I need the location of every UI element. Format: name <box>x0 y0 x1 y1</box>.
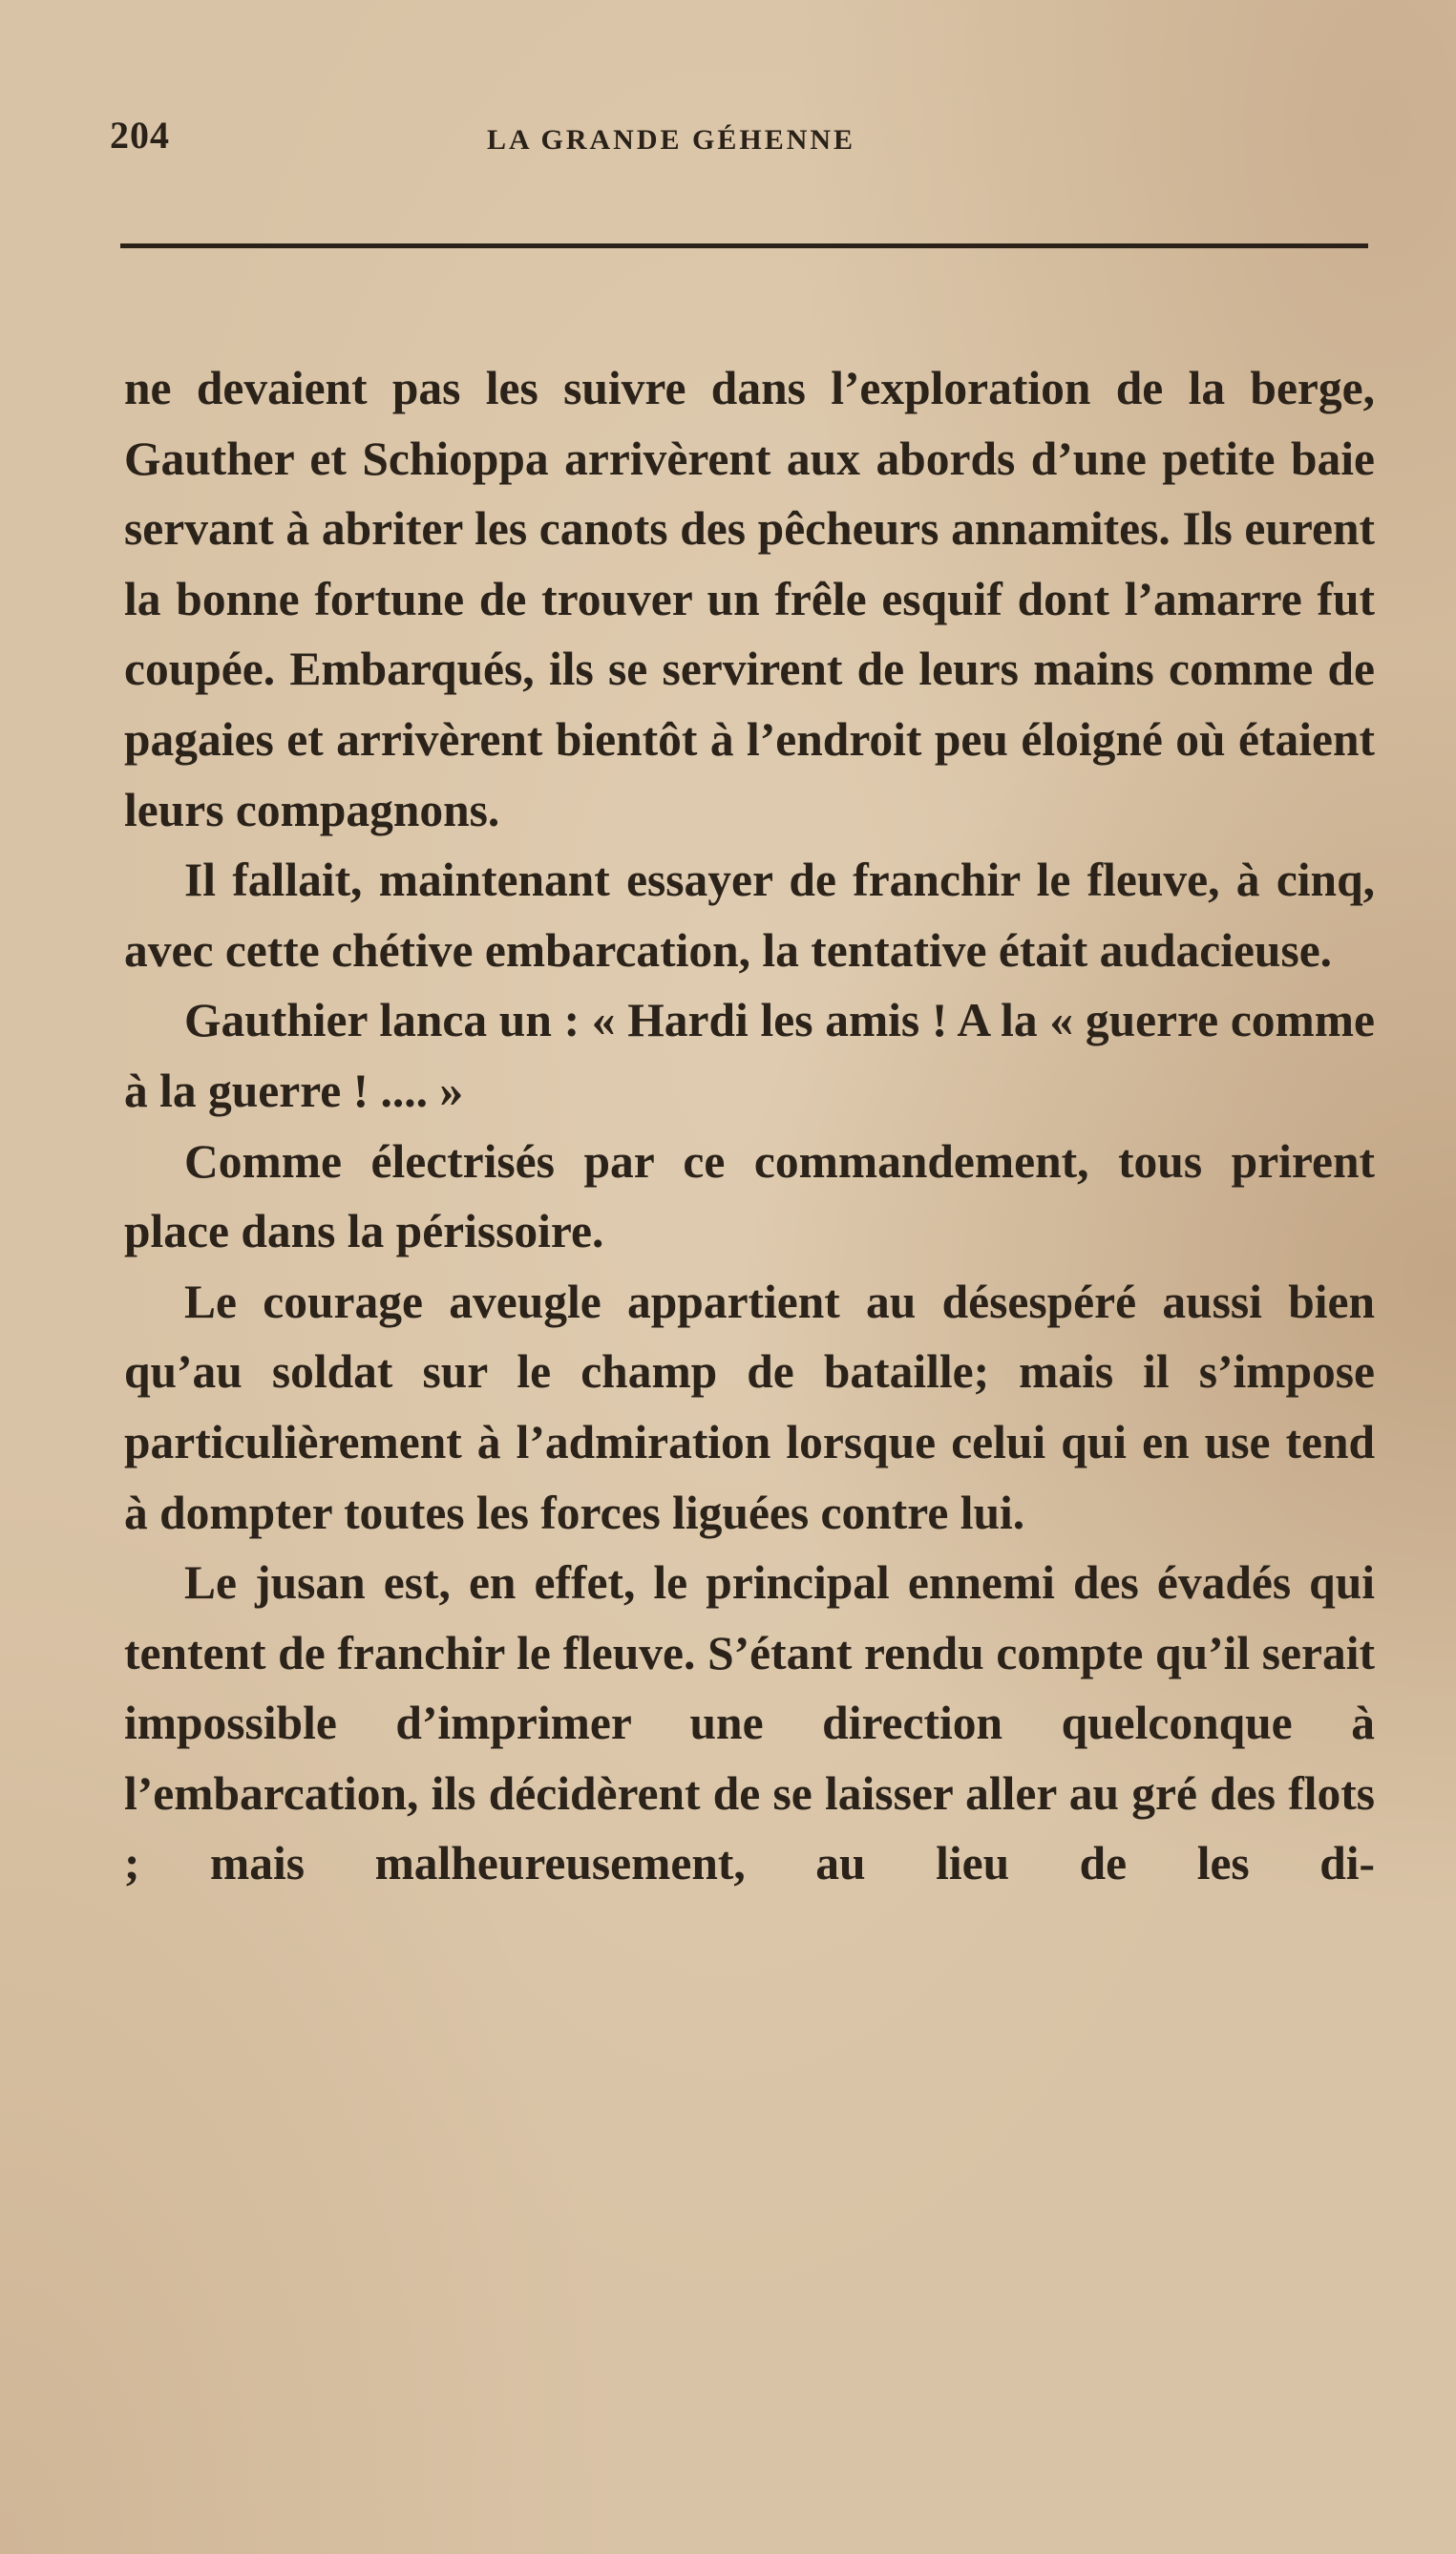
running-title: LA GRANDE GÉHENNE <box>487 124 856 156</box>
paragraph: Le courage aveugle appartient au désespéré aussi bien qu’au soldat sur le champ de bataille; mais il s’impose particulièrement à l’admiration lorsque celui qui en use tend à dompter toutes les forces liguées contre lui. <box>124 1275 1375 1539</box>
page-header <box>110 113 1370 170</box>
paragraph-continued: ne devaient pas les suivre dans l’exploration de la berge, Gauther et Schioppa arrivèrent aux abords d’une petite baie servant à abriter les canots des pêcheurs annamites. Ils eurent la bonne fortune de trouver un frêle esquif dont l’amarre fut coupée. Embarqués, ils se servirent de leurs mains comme de pagaies et arrivèrent bientôt à l’endroit peu éloigné où étaient leurs compagnons. <box>124 362 1375 836</box>
page-number: 204 <box>110 114 170 157</box>
paragraph: Gauthier lanca un : « Hardi les amis ! A la « guerre comme à la guerre ! .... » <box>124 994 1375 1117</box>
body-text <box>124 353 1375 1899</box>
header-rule <box>120 243 1368 248</box>
paragraph: Le jusan est, en effet, le principal ennemi des évadés qui tentent de franchir le fleuve. S’étant rendu compte qu’il serait impossible d’imprimer une direction quelconque à l’embarcation, ils décidèrent de se laisser aller au gré des flots ; mais malheureusement, au lieu de les di- <box>124 1556 1375 1890</box>
paragraph: Comme électrisés par ce commandement, tous prirent place dans la périssoire. <box>124 1134 1375 1258</box>
paragraph: Il fallait, maintenant essayer de franchir le fleuve, à cinq, avec cette chétive embarcation, la tentative était audacieuse. <box>124 854 1375 977</box>
